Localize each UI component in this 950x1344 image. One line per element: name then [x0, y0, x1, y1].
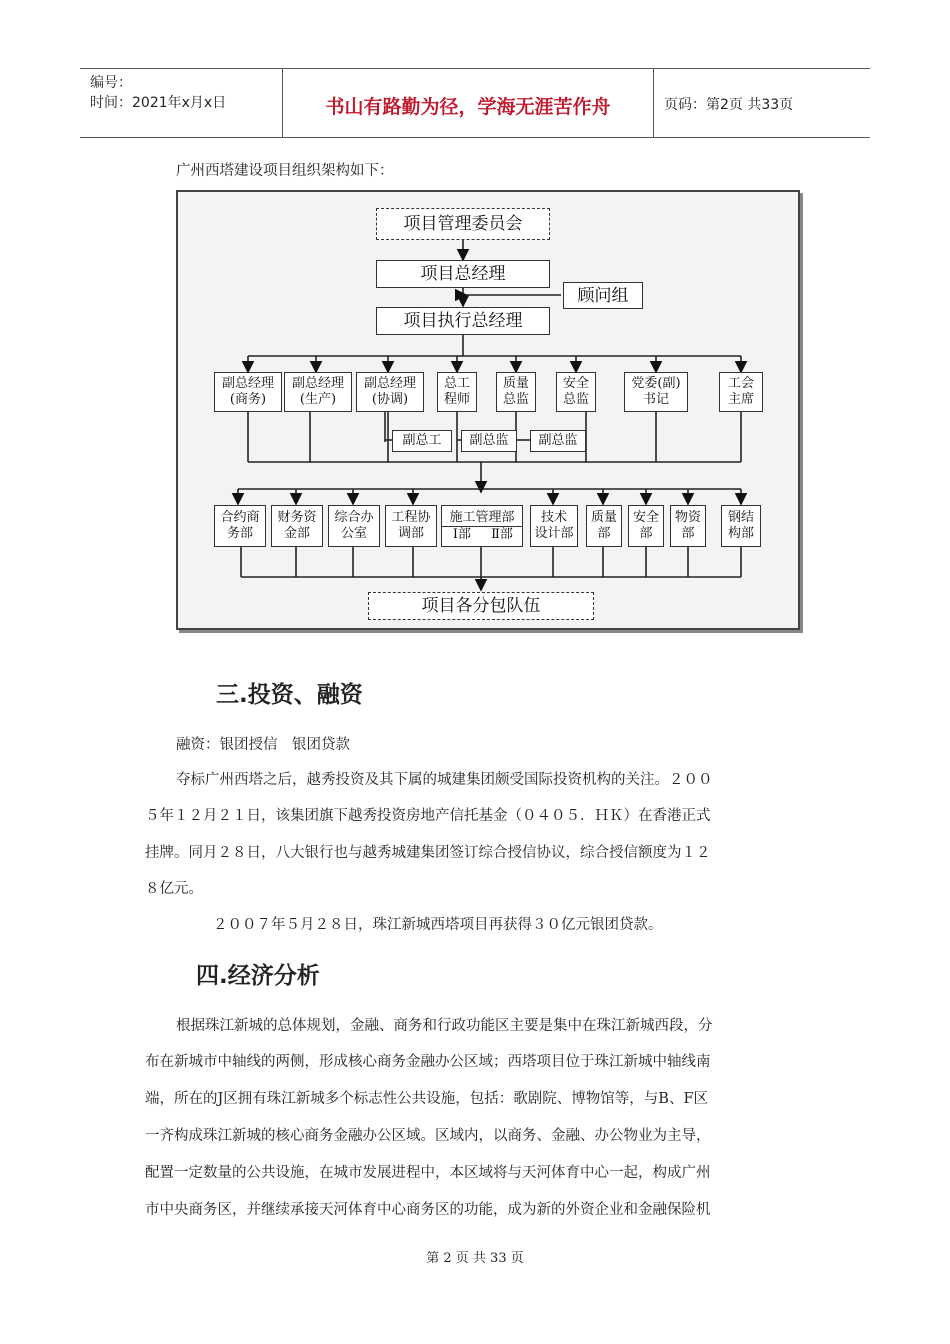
section3-para-line2: ５年１２月２１日，该集团旗下越秀投资房地产信托基金（０４０５．ＨＫ）在香港正式	[145, 808, 711, 824]
box-chief-engineer: 总工 程师	[437, 372, 477, 412]
section4-line3: 端，所在的J区拥有珠江新城多个标志性公共设施，包括：歌剧院、博物馆等，与B、F区	[145, 1091, 709, 1107]
header-meta-cell	[80, 69, 283, 137]
box-materials-dept: 物资 部	[670, 505, 706, 547]
box-deputy-chief-engineer: 副总工	[392, 430, 452, 452]
box-construction-dept	[441, 505, 523, 547]
section3-para3: ２００７年５月２８日，珠江新城西塔项目再获得３０亿元银团贷款。	[213, 917, 663, 933]
box-safety-dept: 安全 部	[628, 505, 664, 547]
header-motto: 书山有路勤为径，学海无涯苦作舟	[325, 96, 611, 118]
section4-line1: 根据珠江新城的总体规划，金融、商务和行政功能区主要是集中在珠江新城西段，分	[176, 1018, 713, 1034]
construction-dept-part2: Ⅱ部	[491, 526, 513, 542]
box-finance-dept: 财务资 金部	[271, 505, 323, 547]
header-code: 编号：	[90, 75, 132, 91]
box-general-manager: 项目总经理	[376, 260, 550, 288]
section4-line5: 配置一定数量的公共设施，在城市发展进程中，本区域将与天河体育中心一起，构成广州	[145, 1165, 711, 1181]
box-deputy-director-quality: 副总监	[461, 430, 517, 452]
section3-para-line1: 夺标广州西塔之后，越秀投资及其下属的城建集团颇受国际投资机构的关注。２００	[176, 772, 713, 788]
construction-dept-title: 施工管理部	[442, 510, 522, 527]
section3-para-line3: 挂牌。同月２８日，八大银行也与越秀城建集团签订综合授信协议，综合授信额度为１２	[145, 845, 711, 861]
box-union-chair: 工会 主席	[719, 372, 763, 412]
intro-text: 广州西塔建设项目组织架构如下：	[176, 163, 394, 179]
box-vp-production: 副总经理 (生产)	[284, 372, 352, 412]
box-quality-director: 质量 总监	[496, 372, 536, 412]
header-time: 时间：2021年x月x日	[90, 95, 227, 111]
section4-line6: 市中央商务区，并继续承接天河体育中心商务区的功能，成为新的外资企业和金融保险机	[145, 1202, 711, 1218]
box-vp-coordination: 副总经理 (协调)	[356, 372, 424, 412]
box-engineering-coord-dept: 工程协 调部	[385, 505, 437, 547]
box-quality-dept: 质量 部	[586, 505, 622, 547]
box-executive-gm: 项目执行总经理	[376, 307, 550, 335]
section3-heading: 三.投资、融资	[216, 682, 363, 708]
page-footer: 第 2 页 共 33 页	[426, 1251, 524, 1266]
box-deputy-director-safety: 副总监	[530, 430, 586, 452]
box-committee: 项目管理委员会	[376, 208, 550, 240]
box-vp-business: 副总经理 (商务)	[214, 372, 282, 412]
box-subcontractors: 项目各分包队伍	[368, 592, 594, 620]
section3-financing: 融资：银团授信 银团贷款	[176, 737, 350, 753]
box-tech-design-dept: 技术 设计部	[530, 505, 578, 547]
header-page-number: 页码：第2页 共33页	[664, 97, 794, 113]
header-motto-cell	[283, 69, 654, 137]
box-steel-structure-dept: 钢结 构部	[721, 505, 761, 547]
section4-heading: 四.经济分析	[196, 963, 320, 989]
org-chart	[176, 190, 800, 630]
section4-line4: 一齐构成珠江新城的核心商务金融办公区域。区域内，以商务、金融、办公物业为主导，	[145, 1128, 711, 1144]
section3-para-line4: ８亿元。	[145, 881, 203, 897]
box-safety-director: 安全 总监	[556, 372, 596, 412]
box-general-office: 综合办 公室	[328, 505, 380, 547]
section4-line2: 布在新城市中轴线的两侧，形成核心商务金融办公区域；西塔项目位于珠江新城中轴线南	[145, 1054, 711, 1070]
box-contract-dept: 合约商 务部	[214, 505, 266, 547]
box-advisor-group: 顾问组	[563, 282, 643, 309]
box-party-secretary: 党委(副) 书记	[624, 372, 688, 412]
construction-dept-part1: Ⅰ部	[452, 526, 472, 542]
page-header	[80, 68, 870, 138]
